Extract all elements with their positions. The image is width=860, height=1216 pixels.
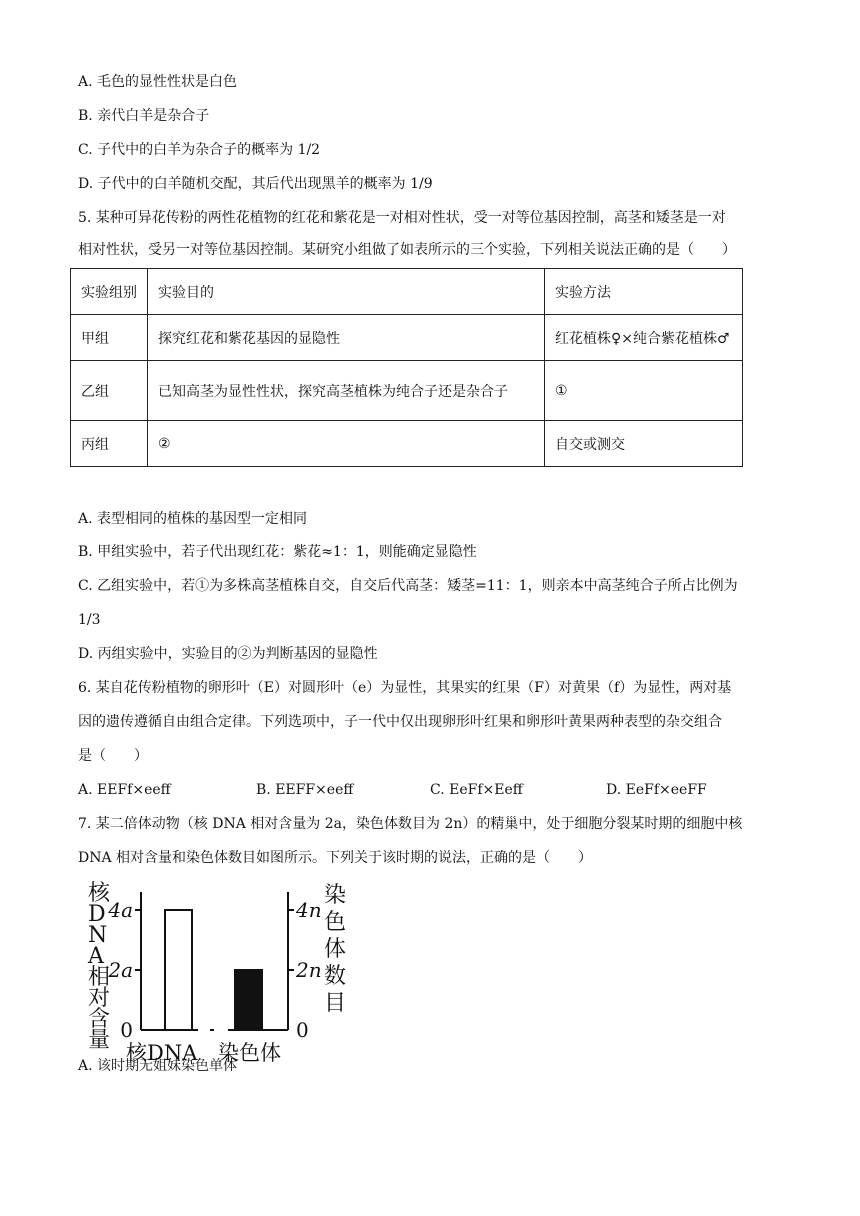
q6-option-b: B. EEFF×eeff: [256, 782, 354, 798]
q5-option-d: D. 丙组实验中，实验目的②为判断基因的显隐性: [78, 646, 378, 662]
category-label: 核DNA: [126, 1041, 198, 1065]
q5-option-c-continued: 1/3: [78, 612, 101, 628]
table-row: [71, 361, 743, 421]
table-header-row: [71, 269, 743, 315]
q6-stem-line1: 6. 某自花传粉植物的卵形叶（E）对圆形叶（e）为显性，其果实的红果（F）对黄果（f）为显性，两对基: [78, 680, 732, 696]
table-cell: 甲组: [71, 315, 148, 361]
q7-stem-line2: DNA 相对含量和染色体数目如图所示。下列关于该时期的说法，正确的是（ ）: [78, 850, 593, 866]
q4-option-a: A. 毛色的显性性状是白色: [78, 74, 238, 90]
q4-option-b: B. 亲代白羊是杂合子: [78, 108, 210, 124]
right-axis-label: 染色体数目: [324, 883, 347, 1016]
table-row: [71, 421, 743, 467]
table-header-cell: 实验目的: [148, 269, 545, 315]
q7-option-a: A. 该时期无姐妹染色单体: [78, 1058, 238, 1074]
q4-option-d: D. 子代中的白羊随机交配，其后代出现黑羊的概率为 1/9: [78, 176, 433, 192]
table-cell: ①: [545, 361, 743, 421]
table-row: [71, 315, 743, 361]
q4-option-c: C. 子代中的白羊为杂合子的概率为 1/2: [78, 142, 321, 158]
left-tick-label: 0: [120, 1018, 133, 1042]
right-tick-label: 2n: [296, 958, 322, 982]
table-header-cell: 实验方法: [545, 269, 743, 315]
category-label: 染色体: [218, 1041, 281, 1065]
q5-option-b: B. 甲组实验中，若子代出现红花：紫花≈1：1，则能确定显隐性: [78, 544, 477, 560]
table-cell: 乙组: [71, 361, 148, 421]
table-cell: ②: [148, 421, 545, 467]
q5-option-a: A. 表型相同的植株的基因型一定相同: [78, 511, 308, 527]
left-axis-label: 核 D N A 相对含量: [88, 881, 111, 1053]
left-tick-label: 4a: [108, 898, 133, 922]
table-cell: 红花植株♀×纯合紫花植株♂: [545, 315, 743, 361]
bar-nuclear-dna: [165, 910, 192, 1030]
table-header-cell: 实验组别: [71, 269, 148, 315]
table-cell: 探究红花和紫花基因的显隐性: [148, 315, 545, 361]
table-cell: 丙组: [71, 421, 148, 467]
q5-stem-line2: 相对性状，受另一对等位基因控制。某研究小组做了如表所示的三个实验，下列相关说法正确的是（ ）: [78, 242, 736, 258]
table-cell: 已知高茎为显性性状，探究高茎植株为纯合子还是杂合子: [148, 361, 545, 421]
experiment-table: [70, 268, 743, 467]
q6-option-c: C. EeFf×Eeff: [430, 782, 523, 798]
bar-chromosome: [235, 970, 262, 1030]
left-tick-label: 2a: [108, 958, 133, 982]
q6-stem-line2: 因的遗传遵循自由组合定律。下列选项中，子一代中仅出现卵形叶红果和卵形叶黄果两种表型的杂交组合: [78, 714, 722, 730]
q6-stem-line3: 是（ ）: [78, 748, 148, 764]
q5-option-c: C. 乙组实验中，若①为多株高茎植株自交，自交后代高茎：矮茎=11：1，则亲本中高茎纯合子所占比例为: [78, 578, 738, 594]
right-tick-label: 0: [296, 1018, 309, 1042]
right-tick-label: 4n: [296, 898, 322, 922]
dna-chromosome-chart: [78, 880, 378, 1070]
q6-option-d: D. EeFf×eeFF: [606, 782, 707, 798]
q6-option-a: A. EEFf×eeff: [78, 782, 171, 798]
q5-stem-line1: 5. 某种可异花传粉的两性花植物的红花和紫花是一对相对性状，受一对等位基因控制，高茎和矮茎是一对: [78, 210, 726, 226]
q7-stem-line1: 7. 某二倍体动物（核 DNA 相对含量为 2a，染色体数目为 2n）的精巢中，处于细胞分裂某时期的细胞中核: [78, 816, 743, 832]
table-cell: 自交或测交: [545, 421, 743, 467]
